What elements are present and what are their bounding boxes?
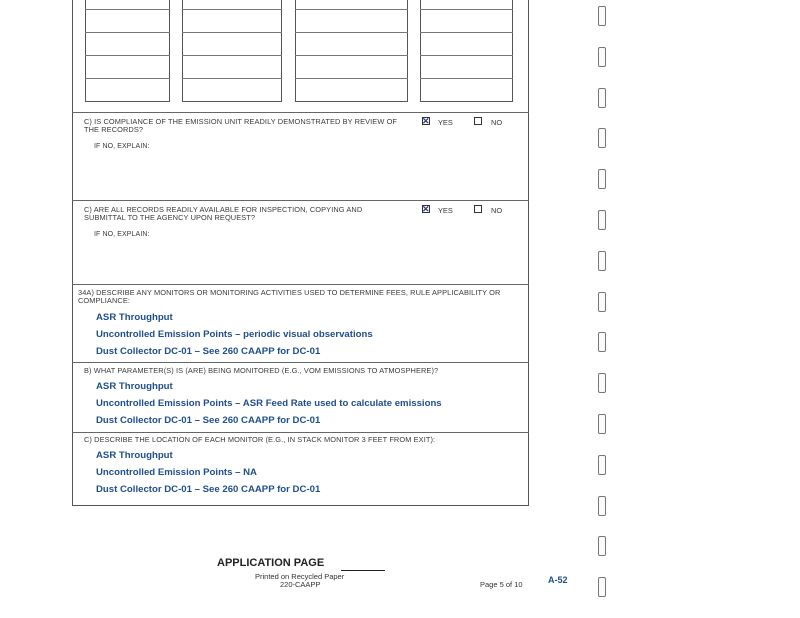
table-column-1 [85, 0, 170, 102]
application-page-label: APPLICATION PAGE [217, 557, 325, 569]
binder-ring [598, 128, 606, 148]
answer-34a-2: Uncontrolled Emission Points – periodic visual observations [96, 329, 373, 340]
question-c-no-checkbox[interactable] [474, 117, 482, 125]
answer-34c-2: Uncontrolled Emission Points – NA [96, 467, 257, 478]
question-d-no-label: NO [491, 206, 503, 215]
question-c-text: C) IS COMPLIANCE OF THE EMISSION UNIT READILY DEMONSTRATED BY REVIEW OF THE RECORDS? [84, 117, 398, 134]
binder-ring [598, 414, 606, 434]
question-d-text: C) ARE ALL RECORDS READILY AVAILABLE FOR INSPECTION, COPYING AND SUBMITTAL TO THE AGENCY UPON REQUEST? [84, 205, 363, 222]
binder-ring [598, 373, 606, 393]
answer-34a-1: ASR Throughput [96, 312, 173, 323]
table-column-3 [295, 0, 408, 102]
application-page-blank [341, 559, 385, 571]
answer-34b-2: Uncontrolled Emission Points – ASR Feed Rate used to calculate emissions [96, 398, 442, 409]
table-column-4 [420, 0, 513, 102]
binder-ring [598, 577, 606, 597]
form-id: 220-CAAPP [280, 580, 321, 589]
question-34c-text: C) DESCRIBE THE LOCATION OF EACH MONITOR (E.G., IN STACK MONITOR 3 FEET FROM EXIT): [84, 435, 436, 444]
binder-ring [598, 292, 606, 312]
binder-ring [598, 210, 606, 230]
binder-ring [598, 47, 606, 67]
recycled-paper-note: Printed on Recycled Paper [255, 572, 345, 581]
question-c-no-label: NO [491, 118, 503, 127]
question-34b-text: B) WHAT PARAMETER(S) IS (ARE) BEING MONITORED (E.G., VOM EMISSIONS TO ATMOSPHERE)? [84, 366, 439, 375]
question-d-no-checkbox[interactable] [474, 205, 482, 213]
question-d-explain-label: IF NO, EXPLAIN: [94, 231, 150, 238]
question-c-yes-label: YES [438, 118, 453, 127]
binder-ring [598, 6, 606, 26]
answer-34b-3: Dust Collector DC-01 – See 260 CAAPP for DC-01 [96, 415, 321, 426]
question-d-yes-label: YES [438, 206, 453, 215]
page-number: Page 5 of 10 [480, 580, 523, 589]
answer-34c-1: ASR Throughput [96, 450, 173, 461]
binder-ring [598, 496, 606, 516]
question-c-explain-label: IF NO, EXPLAIN: [94, 143, 150, 150]
answer-34b-1: ASR Throughput [96, 381, 173, 392]
check-mark-icon: ✕ [422, 204, 430, 214]
binder-ring [598, 251, 606, 271]
answer-34a-3: Dust Collector DC-01 – See 260 CAAPP for DC-01 [96, 346, 321, 357]
binder-ring [598, 536, 606, 556]
binder-ring [598, 169, 606, 189]
check-mark-icon: ✕ [422, 116, 430, 126]
question-34a-text: 34A) DESCRIBE ANY MONITORS OR MONITORING ACTIVITIES USED TO DETERMINE FEES, RULE APPLICABILITY OR COMPLIANCE: [78, 288, 501, 305]
binder-ring [598, 455, 606, 475]
binder-ring [598, 88, 606, 108]
page-code: A-52 [548, 575, 568, 585]
table-column-2 [182, 0, 282, 102]
binder-ring [598, 332, 606, 352]
answer-34c-3: Dust Collector DC-01 – See 260 CAAPP for DC-01 [96, 484, 321, 495]
